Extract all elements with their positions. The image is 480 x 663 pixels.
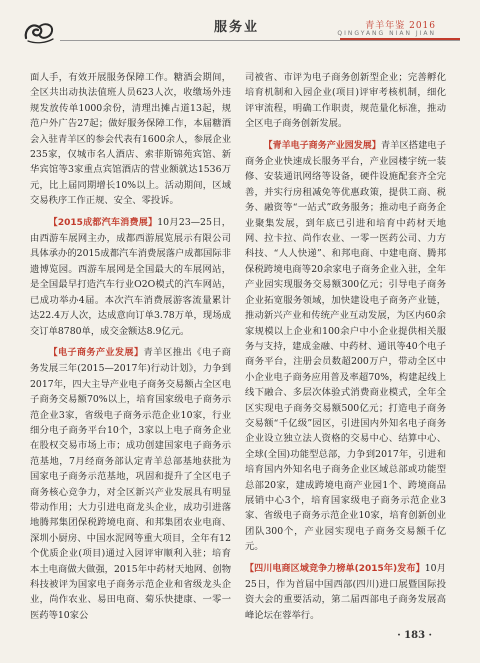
paragraph: 司被省、市评为电子商务创新型企业；完善孵化培育机制和入园企业(项目)评审考核机制，细化评审流程，明确工作职责，规范量化标准，推动全区电子商务创新发展。 (245, 72, 446, 130)
paragraph: 【2015成都汽车消费展】10月23—25日，由西游车展网主办，成都西游展览展示有限公司具体承办的2015成都汽车消费展落户成都国际非遗博览园。西游车展网是全国最大的车展网站，是全国最早打造汽车行业O2O模式的汽车网站，已成功举办4届。本次汽车消费展游客流量累计达22.4万人次，达成意向订单3.78万单，现场成交订单8780单，成交金额达8.9亿元。 (30, 216, 231, 337)
left-column (30, 70, 231, 629)
paragraph-heading: 【四川电商区域竞争力榜单(2015年)发布】 (245, 563, 425, 574)
page-header (0, 0, 480, 60)
paragraph: 【电子商务产业发展】青羊区推出《电子商务发展三年(2015—2017年)行动计划》，力争到2017年，四大主导产业电子商务交易额占全区电子商务交易额70%以上，培育国家级电子商务示范企业3家，省级电子商务示范企业10家，行业细分电子商务平台10个，3家以上电子商务企业在股权交易市场上市；成功创建国家电子商务示范基地，7月经商务部认定青羊总部基地获批为国家电子商务示范基地，巩固和提升了全区电子商务核心竞争力，对全区新兴产业发展具有明显带动作用；大力引进电商龙头企业，成功引进落地腾邦集团保税跨境电商、和邦集团农业电商、深圳小厨房、中国水泥网等重大项目，全年有12个优质企业(项目)通过入园评审顺利入驻；培育本土电商做大做强，2015年中药材天地网、创物科技被评为国家电子商务示范企业和省级龙头企业，尚作农业、易田电商、菊乐快捷康、一零一医药等10家公 (30, 346, 231, 621)
header-accent-bar (340, 38, 460, 40)
right-column (245, 70, 446, 629)
paragraph-heading: 【2015成都汽车消费展】 (48, 217, 158, 228)
paragraph: 【四川电商区域竞争力榜单(2015年)发布】10月25日，作为首届中国西部(四川)进口展暨国际投资大会的重要活动，第二届西部电子商务发展高峰论坛在蓉举行。 (245, 562, 446, 621)
header-rule (60, 40, 460, 41)
paragraph-heading: 【电子商务产业发展】 (48, 347, 144, 358)
paragraph: 面人手，有效开展服务保障工作。糖酒会期间，全区共出动执法值班人员623人次，收缴场外违规发放传单1000余份，清理出摊占道13起，规范户外广告27起；做好服务保障工作，本届糖酒会入驻青羊区的参会代表有1600余人，参展企业235家，仅城市名人酒店、索菲斯锦苑宾馆、新华宾馆等3家重点宾馆酒店的营业额就达1536万元，比上届同期增长10%以上。活动期间，区域交易秩序工作正规、安全、零投诉。 (30, 72, 231, 207)
section-title: 服务业 (214, 20, 260, 35)
paragraph: 【青羊电子商务产业园发展】青羊区搭建电子商务企业快速成长服务平台，产业园楼宇统一装修、安装通讯网络等设备，硬件设施配套齐全完善，并实行房租减免等优惠政策，提供工商、税务、融资等“一站式”政务服务；推动电子商务企业聚集发展，到年底已引进和培育中药材天地网、拉卡拉、尚作农业、一零一医药公司、力方科技、“人人快递”、和邦电商、中建电商、腾邦保税跨境电商等20余家电子商务企业入驻，全年产业园实现服务交易额300亿元；引导电子商务企业拓宽服务领域，加快建设电子商务产业链，推动新兴产业和传统产业互动发展，为区内60余家规模以上企业和100余户中小企业提供相关服务与支持，建成金融、中药材、通讯等40个电子商务平台，注册会员数超200万户，带动全区中小企业电子商务应用普及率超70%，构建起线上线下融合、多层次体验式消费商业模式，全年全区实现电子商务交易额500亿元；打造电子商务交易额“千亿级”园区，引进国内外知名电子商务企业设立独立法人资格的交易中心、结算中心、全球(全国)功能型总部，力争到2017年，引进和培育国内外知名电子商务企业区域总部或功能型总部20家，建成跨境电商产业园1个、跨境商品展销中心3个，培育国家级电子商务示范企业3家、省级电子商务示范企业10家，培育创新创业团队300个，产业园实现电子商务交易额千亿元。 (245, 139, 446, 553)
yearbook-english-title: QINGYANG NIAN JIAN (337, 30, 436, 37)
paragraph-heading: 【青羊电子商务产业园发展】 (263, 140, 381, 151)
calligraphy-swirl-logo (22, 18, 56, 46)
yearbook-title: 青羊年鉴 2016 (365, 21, 436, 31)
page-number: · 183 · (397, 630, 432, 641)
